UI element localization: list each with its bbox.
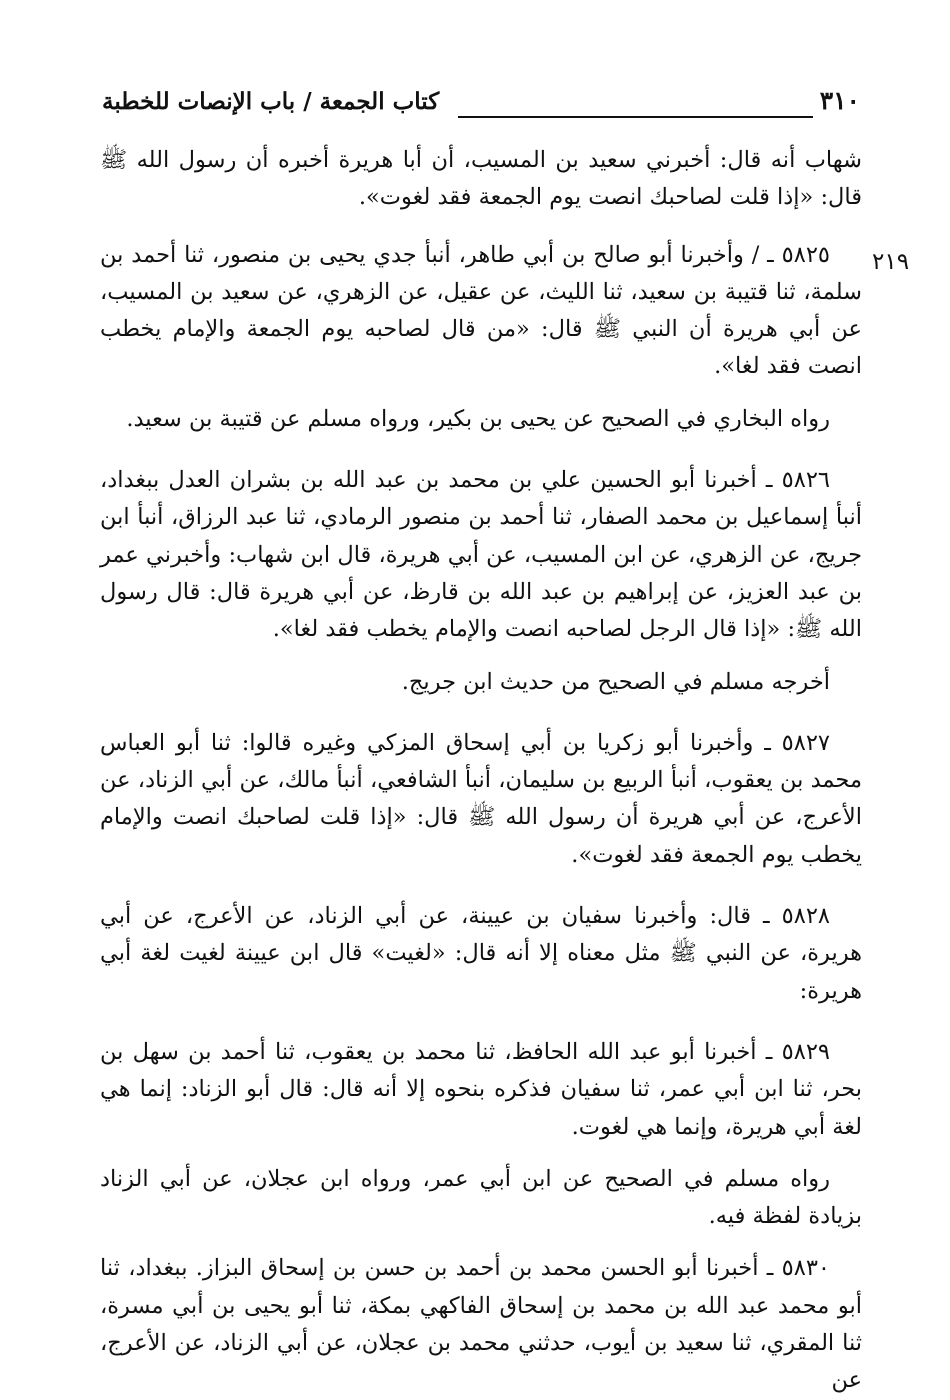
hadith-5827: ٥٨٢٧ ـ وأخبرنا أبو زكريا بن أبي إسحاق المزكي وغيره قالوا: ثنا أبو العباس محمد بن يعقوب، أنبأ الربيع بن سليمان، أنبأ الشافعي، أنبأ مالك، عن أبي الزناد، عن الأعرج، عن أبي هريرة أن رسول الله ﷺ قال: «إذا قلت لصاحبك انصت والإمام يخطب يوم الجمعة فقد لغوت». (100, 729, 862, 868)
running-title: كتاب الجمعة / باب الإنصات للخطبة (102, 88, 440, 115)
commentary-muslim-ibn-jurayj: أخرجه مسلم في الصحيح من حديث ابن جريج. (401, 668, 830, 695)
commentary-muslim-ibn-abi-umar: رواه مسلم في الصحيح عن ابن أبي عمر، ورواه ابن عجلان، عن أبي الزناد بزيادة لفظة فيه. (100, 1165, 862, 1230)
page-header (100, 86, 860, 126)
hadith-5825: ٥٨٢٥ ـ / وأخبرنا أبو صالح بن أبي طاهر، أنبأ جدي يحيى بن منصور، ثنا أحمد بن سلمة، ثنا قتيبة بن سعيد، ثنا الليث، عن عقيل، عن الزهري، عن سعيد بن المسيب، عن أبي هريرة أن النبي ﷺ قال: «من قال لصاحبه يوم الجمعة والإمام يخطب انصت فقد لغا». (100, 241, 862, 380)
margin-reference-number: ٢١٩ (872, 249, 910, 275)
hadith-5828: ٥٨٢٨ ـ قال: وأخبرنا سفيان بن عيينة، عن أبي الزناد، عن الأعرج، عن أبي هريرة، عن النبي ﷺ مثل معناه إلا أنه قال: «لغيت» قال ابن عيينة لغيت لغة أبي هريرة: (100, 903, 862, 1004)
header-rule (458, 116, 813, 118)
paragraph-continuation: شهاب أنه قال: أخبرني سعيد بن المسيب، أن أبا هريرة أخبره أن رسول الله ﷺ قال: «إذا قلت لصاحبك انصت يوم الجمعة فقد لغوت». (100, 147, 862, 211)
hadith-5826: ٥٨٢٦ ـ أخبرنا أبو الحسين علي بن محمد بن عبد الله بن بشران العدل ببغداد، أنبأ إسماعيل بن محمد الصفار، ثنا أحمد بن منصور الرمادي، ثنا عبد الرزاق، أنبأ ابن جريج، عن الزهري، عن ابن المسيب، عن أبي هريرة، قال ابن شهاب: وأخبرني عمر بن عبد العزيز، عن إبراهيم بن عبد الله بن قارظ، عن أبي هريرة قال: قال رسول الله ﷺ: «إذا قال الرجل لصاحبه انصت والإمام يخطب فقد لغا». (100, 467, 862, 643)
commentary-bukhari-muslim: رواه البخاري في الصحيح عن يحيى بن بكير، ورواه مسلم عن قتيبة بن سعيد. (126, 405, 830, 432)
hadith-5829: ٥٨٢٩ ـ أخبرنا أبو عبد الله الحافظ، ثنا محمد بن يعقوب، ثنا أحمد بن سهل بن بحر، ثنا ابن أبي عمر، ثنا سفيان فذكره بنحوه إلا أنه قال: قال أبو الزناد: إنما هي لغة أبي هريرة، وإنما هي لغوت. (100, 1038, 862, 1140)
body-text (100, 142, 862, 1400)
page-number: ٣١٠ (819, 86, 860, 115)
hadith-5830: ٥٨٣٠ ـ أخبرنا أبو الحسن محمد بن أحمد بن حسن بن إسحاق البزاز. ببغداد، ثنا أبو محمد عبد الله بن محمد بن إسحاق الفاكهي بمكة، ثنا أبو يحيى بن أبي مسرة، ثنا المقري، ثنا سعيد بن أيوب، حدثني محمد بن عجلان، عن أبي الزناد، عن الأعرج، عن (100, 1255, 862, 1394)
